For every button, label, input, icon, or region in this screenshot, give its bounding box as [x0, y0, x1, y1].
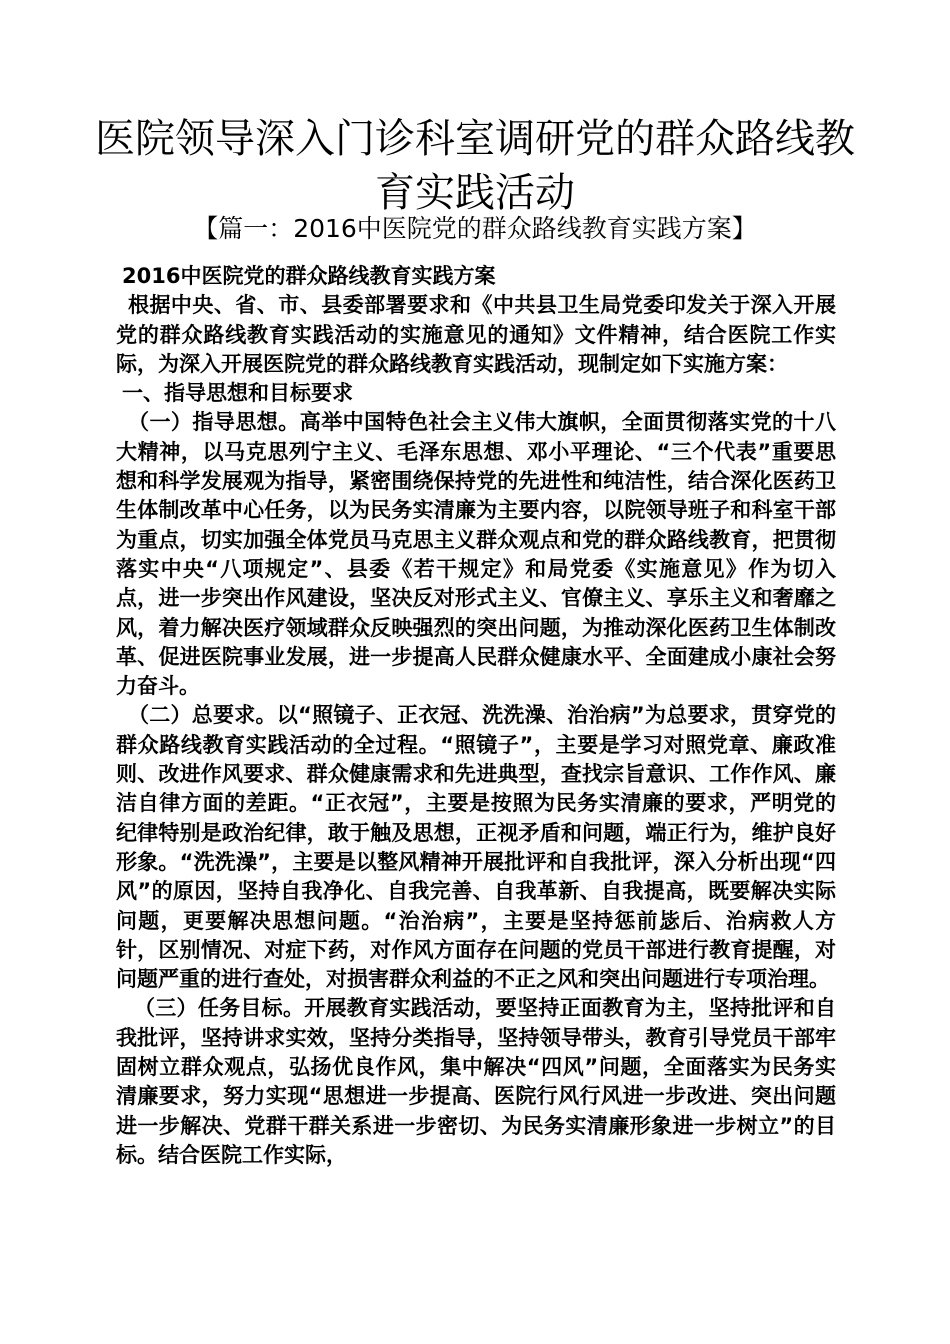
- guiding-ideology-paragraph: （一）指导思想。高举中国特色社会主义伟大旗帜，全面贯彻落实党的十八大精神，以马克思列宁主义、毛泽东思想、邓小平理论、“三个代表”重要思想和科学发展观为指导，紧密围绕保持党的先进性和纯洁性，结合深化医药卫生体制改革中心任务，以为民务实清廉为主要内容，以院领导班子和科室干部为重点，切实加强全体党员马克思主义群众观点和党的群众路线教育，把贯彻落实中央“八项规定”、县委《若干规定》和局党委《实施意见》作为切入点，进一步突出作风建设，坚决反对形式主义、官僚主义、享乐主义和奢靡之风，着力解决医疗领域群众反映强烈的突出问题，为推动深化医药卫生体制改革、促进医院事业发展，进一步提高人民群众健康水平、全面建成小康社会努力奋斗。: [116, 410, 836, 699]
- section-heading: 一、指导思想和目标要求: [122, 381, 353, 406]
- intro-paragraph: 根据中央、省、市、县委部署要求和《中共县卫生局党委印发关于深入开展党的群众路线教育实践活动的实施意见的通知》文件精神，结合医院工作实际，为深入开展医院党的群众路线教育实践活动，现制定如下实施方案：: [116, 293, 836, 376]
- general-requirement-paragraph: （二）总要求。以“照镜子、正衣冠、洗洗澡、治治病”为总要求，贯穿党的群众路线教育实践活动的全过程。“照镜子”，主要是学习对照党章、廉政准则、改进作风要求、群众健康需求和先进典型，查找宗旨意识、工作作风、廉洁自律方面的差距。“正衣冠”，主要是按照为民务实清廉的要求，严明党的纪律特别是政治纪律，敢于触及思想，正视矛盾和问题，端正行为，维护良好形象。“洗洗澡”，主要是以整风精神开展批评和自我批评，深入分析出现“四风”的原因，坚持自我净化、自我完善、自我革新、自我提高，既要解决实际问题，更要解决思想问题。“治治病”，主要是坚持惩前毖后、治病救人方针，区别情况、对症下药，对作风方面存在问题的党员干部进行教育提醒，对问题严重的进行查处，对损害群众利益的不正之风和突出问题进行专项治理。: [116, 703, 836, 992]
- document-subtitle: 【篇一：2016中医院党的群众路线教育实践方案】: [193, 214, 757, 243]
- document-title: 医院领导深入门诊科室调研党的群众路线教育实践活动: [95, 116, 855, 216]
- plan-title: 2016中医院党的群众路线教育实践方案: [122, 264, 496, 288]
- task-goal-paragraph: （三）任务目标。开展教育实践活动，要坚持正面教育为主，坚持批评和自我批评，坚持讲求实效，坚持分类指导，坚持领导带头，教育引导党员干部牢固树立群众观点，弘扬优良作风，集中解决“四风”问题，全面落实为民务实清廉要求，努力实现“思想进一步提高、医院行风行风进一步改进、突出问题进一步解决、党群干群关系进一步密切、为民务实清廉形象进一步树立”的目标。结合医院工作实际，: [116, 996, 836, 1167]
- document-body: [116, 262, 836, 1170]
